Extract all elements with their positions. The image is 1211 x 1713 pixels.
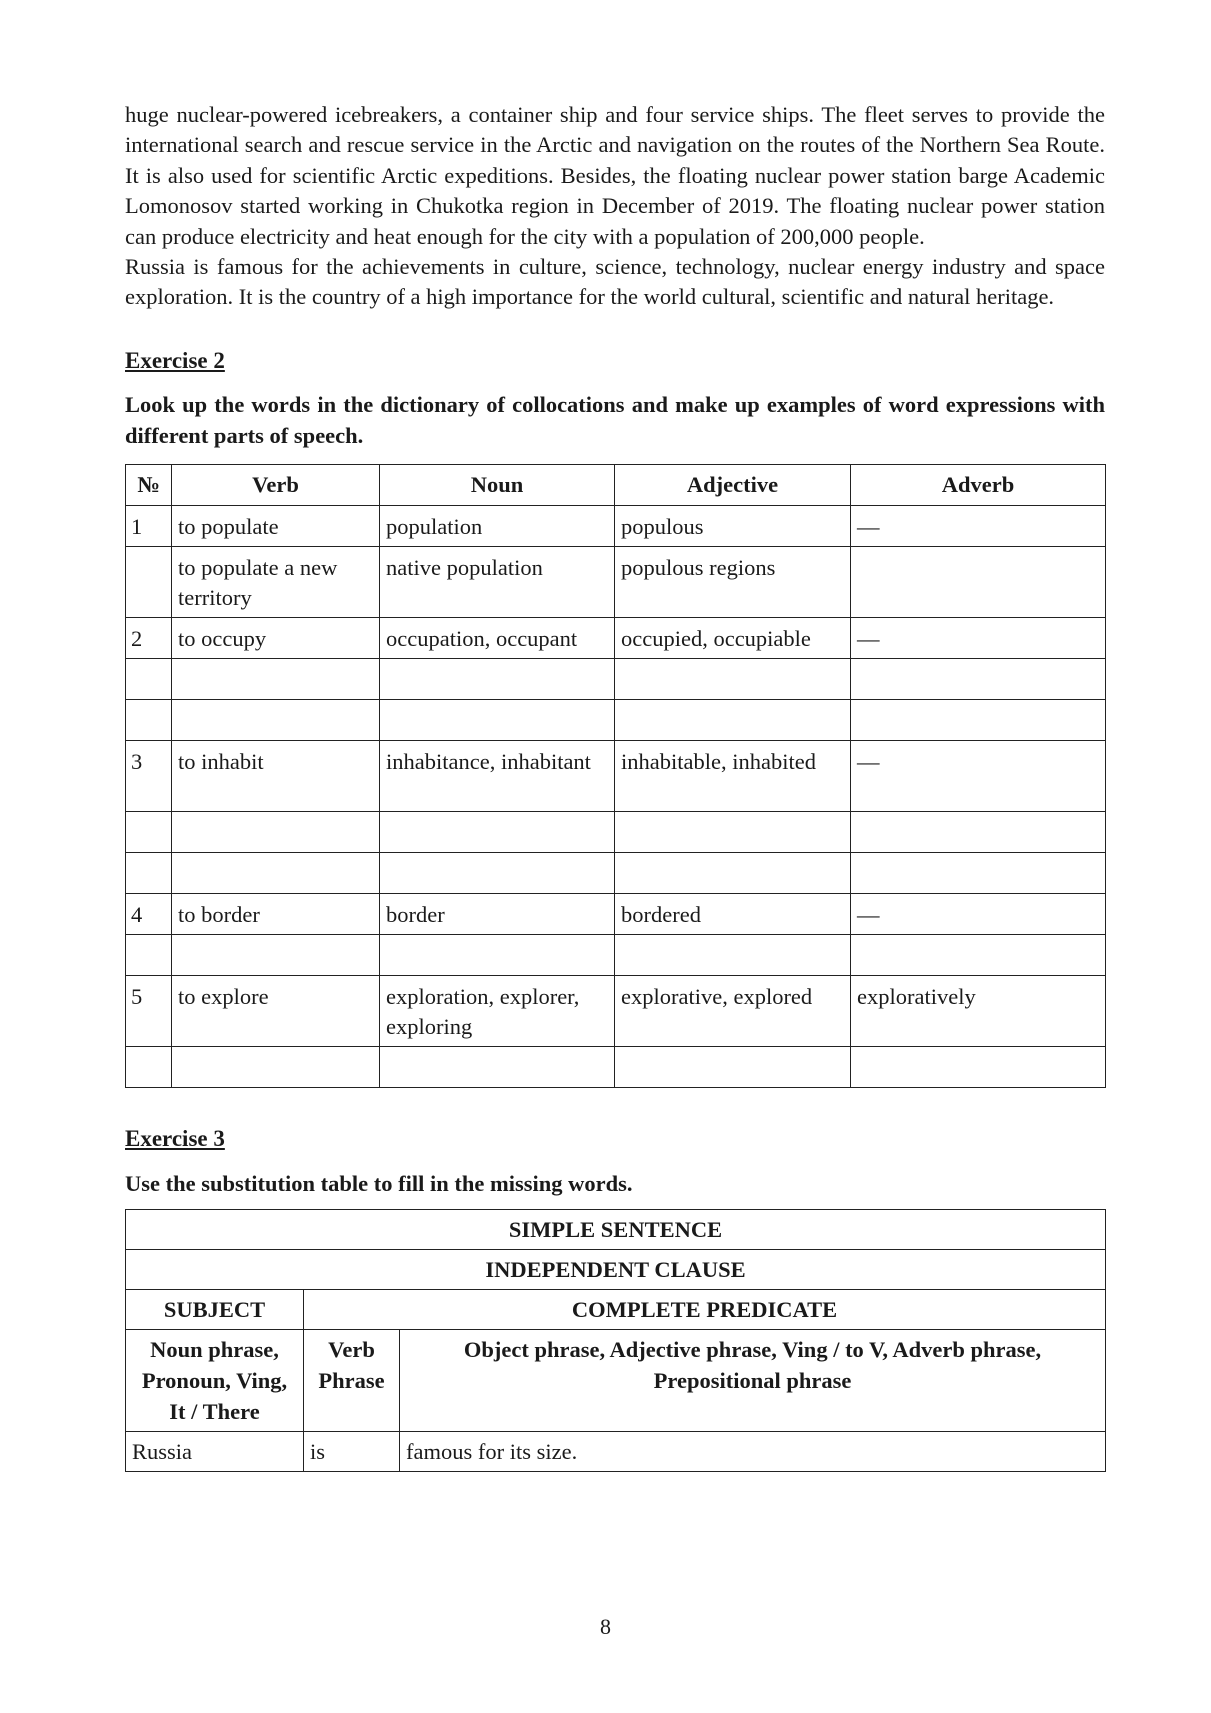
header-adverb: Adverb [851,464,1106,505]
cell-adverb [851,852,1106,893]
table-row [126,699,1106,740]
table-row [126,658,1106,699]
table-row [126,1046,1106,1087]
predicate-complement-types: Object phrase, Adjective phrase, Ving / to V, Adverb phrase, Prepositional phrase [400,1329,1106,1431]
cell-verb [172,1046,380,1087]
intro-paragraph-1: huge nuclear-powered icebreakers, a container ship and four service ships. The fleet serves to provide the international search and rescue service in the Arctic and navigation on the routes of the Northern Sea Route. It is also used for scientific Arctic expeditions. Besides, the floating nuclear power station barge Academic Lomonosov started working in Chukotka region in December of 2019. The floating nuclear power station can produce electricity and heat enough for the city with a population of 200,000 people. [125,102,1105,249]
cell-noun [380,1046,615,1087]
cell-noun: exploration, explorer, exploring [380,975,615,1046]
example-verb: is [304,1431,400,1471]
cell-adverb: exploratively [851,975,1106,1046]
table-row [126,934,1106,975]
cell-number: 3 [126,740,172,811]
cell-noun: occupation, occupant [380,617,615,658]
cell-number: 1 [126,505,172,546]
cell-verb: to populate [172,505,380,546]
intro-paragraph-2: Russia is famous for the achievements in culture, science, technology, nuclear energy industry and space exploration. It is the country of a high importance for the world cultural, scientific and natural heritage. [125,254,1105,310]
page-content [125,100,1105,1472]
cell-number [126,658,172,699]
table-row [126,975,1106,1046]
cell-adverb: — [851,893,1106,934]
cell-number [126,1046,172,1087]
table-row [126,852,1106,893]
table-row [126,740,1106,811]
verb-phrase-heading: Verb Phrase [304,1329,400,1431]
cell-number [126,811,172,852]
exercise-2-title: Exercise 2 [125,347,225,373]
exercise-3-title: Exercise 3 [125,1125,225,1151]
simple-sentence-heading: SIMPLE SENTENCE [126,1209,1106,1249]
complete-predicate-heading: COMPLETE PREDICATE [304,1289,1106,1329]
cell-adverb [851,811,1106,852]
cell-noun [380,852,615,893]
header-number: № [126,464,172,505]
cell-adjective [615,811,851,852]
collocations-table [125,464,1106,1088]
cell-number [126,546,172,617]
cell-verb [172,699,380,740]
cell-verb: to explore [172,975,380,1046]
cell-adjective: occupied, occupiable [615,617,851,658]
cell-verb [172,658,380,699]
table-row [126,617,1106,658]
cell-noun: inhabitance, inhabitant [380,740,615,811]
subject-types: Noun phrase, Pronoun, Ving, It / There [126,1329,304,1431]
cell-adverb: — [851,505,1106,546]
cell-noun [380,658,615,699]
example-complement: famous for its size. [400,1431,1106,1471]
cell-adjective [615,1046,851,1087]
cell-adverb [851,1046,1106,1087]
cell-number: 2 [126,617,172,658]
cell-number: 4 [126,893,172,934]
cell-number [126,934,172,975]
cell-adjective: explorative, explored [615,975,851,1046]
cell-adverb [851,934,1106,975]
table-row [126,893,1106,934]
header-adjective: Adjective [615,464,851,505]
header-noun: Noun [380,464,615,505]
cell-noun [380,699,615,740]
table-row [126,1431,1106,1471]
cell-noun: population [380,505,615,546]
collocations-header-row [126,464,1106,505]
cell-verb [172,852,380,893]
cell-number [126,852,172,893]
cell-verb: to populate a new territory [172,546,380,617]
cell-verb: to border [172,893,380,934]
cell-adverb [851,658,1106,699]
subject-heading: SUBJECT [126,1289,304,1329]
independent-clause-heading: INDEPENDENT CLAUSE [126,1249,1106,1289]
cell-adverb [851,546,1106,617]
header-verb: Verb [172,464,380,505]
table-row [126,546,1106,617]
cell-adjective [615,699,851,740]
table-row [126,1329,1106,1431]
cell-verb: to occupy [172,617,380,658]
exercise-3-instruction: Use the substitution table to fill in the missing words. [125,1170,633,1196]
page-number: 8 [600,1614,611,1639]
example-subject: Russia [126,1431,304,1471]
cell-noun: border [380,893,615,934]
cell-adverb [851,699,1106,740]
cell-adjective [615,934,851,975]
cell-adjective: bordered [615,893,851,934]
cell-number: 5 [126,975,172,1046]
table-row [126,811,1106,852]
exercise-2-instruction: Look up the words in the dictionary of collocations and make up examples of word expressions with different parts of speech. [125,391,1105,448]
cell-adjective: inhabitable, inhabited [615,740,851,811]
cell-number [126,699,172,740]
table-row [126,505,1106,546]
table-row [126,1249,1106,1289]
cell-adjective: populous [615,505,851,546]
cell-verb [172,934,380,975]
cell-noun [380,934,615,975]
table-row [126,1289,1106,1329]
table-row [126,1209,1106,1249]
cell-verb: to inhabit [172,740,380,811]
cell-adjective [615,658,851,699]
cell-adjective [615,852,851,893]
cell-adjective: populous regions [615,546,851,617]
substitution-table [125,1209,1106,1472]
cell-verb [172,811,380,852]
cell-noun [380,811,615,852]
cell-adverb: — [851,740,1106,811]
cell-noun: native population [380,546,615,617]
cell-adverb: — [851,617,1106,658]
